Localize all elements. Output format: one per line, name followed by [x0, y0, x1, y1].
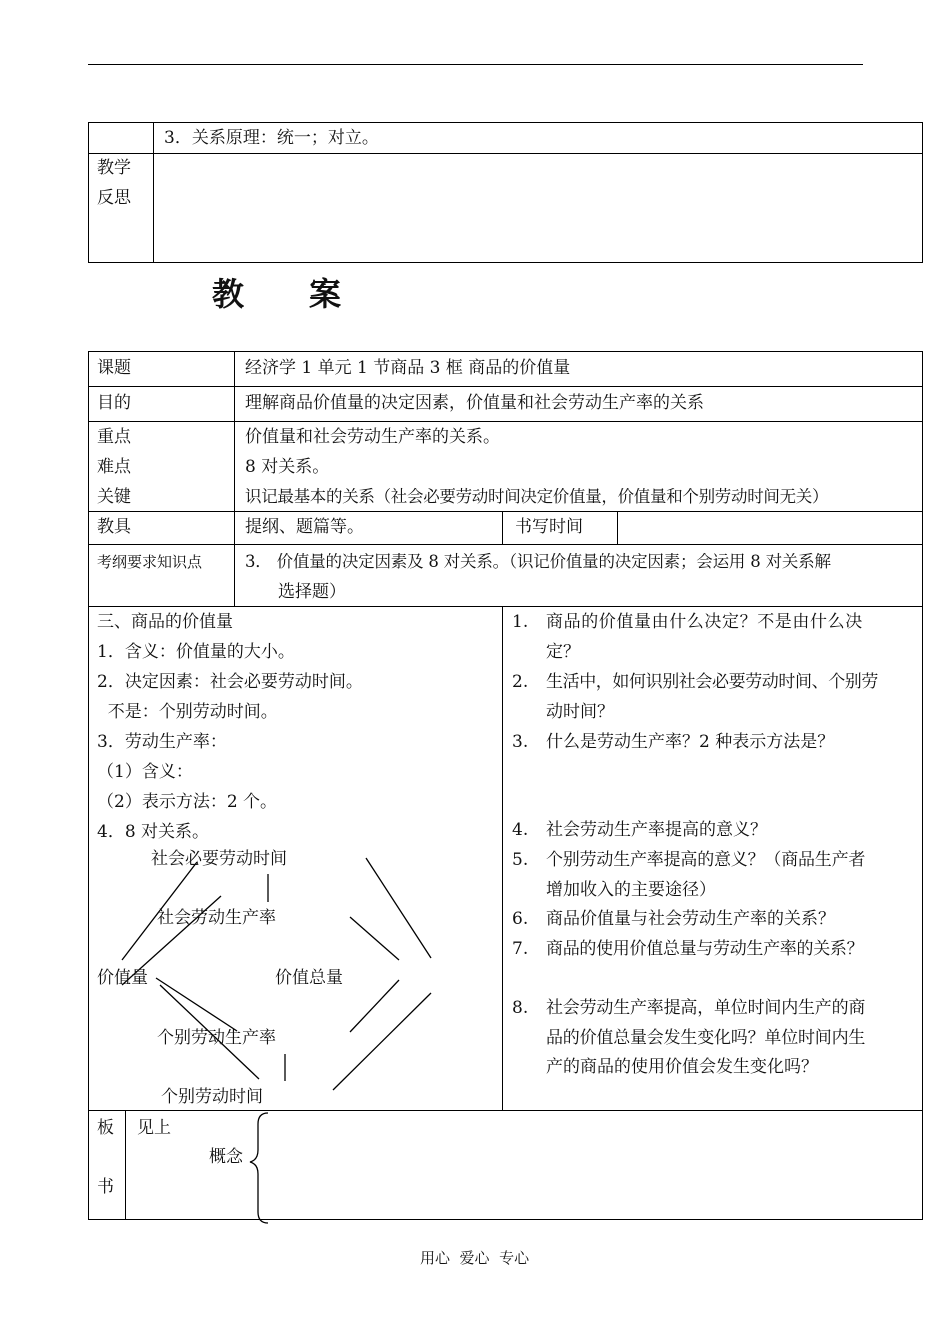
individual-labor-time: 个别劳动时间	[161, 1087, 263, 1107]
content-line: （1）含义：	[97, 762, 193, 782]
footer-slogan: 用心 爱心 专心	[420, 1249, 530, 1267]
board-label: 板	[97, 1118, 114, 1138]
individual-labor-productivity: 个别劳动生产率	[157, 1028, 276, 1048]
content-line: 4．8 对关系。	[97, 822, 210, 842]
question-number: 8.	[512, 998, 529, 1018]
question-number: 3.	[512, 732, 529, 752]
topic-value: 经济学 1 单元 1 节商品 3 框 商品的价值量	[245, 358, 571, 378]
reflection-label-2: 反思	[97, 188, 131, 208]
key-point-label: 重点	[97, 427, 131, 447]
crux-value: 识记最基本的关系（社会必要劳动时间决定价值量，价值量和个别劳动时间无关）	[245, 487, 829, 506]
section-heading: 三、商品的价值量	[97, 612, 233, 632]
page-title-char-1: 教	[212, 275, 245, 313]
content-line: 不是：个别劳动时间。	[97, 702, 278, 722]
difficulty-label: 难点	[97, 457, 131, 477]
question-text: 商品的价值量由什么决定？不是由什么决	[546, 612, 863, 632]
question-number: 6.	[512, 909, 529, 929]
question-text: 品的价值总量会发生变化吗？单位时间内生	[546, 1028, 866, 1048]
question-text: 商品价值量与社会劳动生产率的关系？	[546, 909, 835, 929]
exam-requirements-line-1: 3． 价值量的决定因素及 8 对关系。（识记价值量的决定因素；会运用 8 对关系解	[245, 552, 831, 571]
question-text: 个别劳动生产率提高的意义？（商品生产者	[546, 850, 866, 870]
write-time-label: 书写时间	[515, 517, 583, 537]
social-necessary-labor-time: 社会必要劳动时间	[151, 849, 287, 869]
question-text: 生活中，如何识别社会必要劳动时间、个别劳	[546, 672, 878, 692]
question-text: 什么是劳动生产率？2 种表示方法是？	[546, 732, 835, 752]
question-number: 4.	[512, 820, 529, 840]
tools-label: 教具	[97, 517, 131, 537]
board-label-2: 书	[97, 1177, 114, 1197]
content-line: （2）表示方法：2 个。	[97, 792, 278, 812]
board-see-above: 见上	[137, 1118, 171, 1138]
difficulty-value: 8 对关系。	[245, 457, 330, 477]
content-line: 1．含义：价值量的大小。	[97, 642, 295, 662]
question-number: 1.	[512, 612, 529, 632]
topic-label: 课题	[97, 358, 131, 378]
social-labor-productivity: 社会劳动生产率	[157, 908, 276, 928]
tools-value: 提纲、题篇等。	[245, 517, 364, 537]
question-text: 社会劳动生产率提高的意义？	[546, 820, 767, 840]
exam-requirements-line-2: 选择题）	[278, 582, 346, 602]
question-text: 产的商品的使用价值会发生变化吗？	[546, 1057, 818, 1077]
page-title-char-2: 案	[309, 275, 342, 313]
question-number: 7.	[512, 939, 529, 959]
board-concept: 概念	[209, 1147, 243, 1167]
question-text: 定？	[546, 642, 580, 662]
content-line: 3．劳动生产率：	[97, 732, 227, 752]
key-point-value: 价值量和社会劳动生产率的关系。	[245, 427, 500, 447]
question-text: 商品的使用价值总量与劳动生产率的关系？	[546, 939, 864, 959]
question-text: 增加收入的主要途径）	[546, 880, 716, 900]
goal-value: 理解商品价值量的决定因素，价值量和社会劳动生产率的关系	[245, 393, 704, 413]
crux-label: 关键	[97, 487, 131, 507]
question-text: 动时间？	[546, 702, 614, 722]
content-line: 2．决定因素：社会必要劳动时间。	[97, 672, 363, 692]
exam-requirements-label: 考纲要求知识点	[97, 553, 203, 571]
relation-principle-text: 3．关系原理：统一；对立。	[164, 128, 379, 148]
total-value: 价值总量	[275, 968, 343, 988]
goal-label: 目的	[97, 393, 131, 413]
question-text: 社会劳动生产率提高，单位时间内生产的商	[546, 998, 866, 1018]
question-number: 2.	[512, 672, 529, 692]
question-number: 5.	[512, 850, 529, 870]
reflection-label: 教学	[97, 158, 131, 178]
value-amount: 价值量	[97, 968, 148, 988]
